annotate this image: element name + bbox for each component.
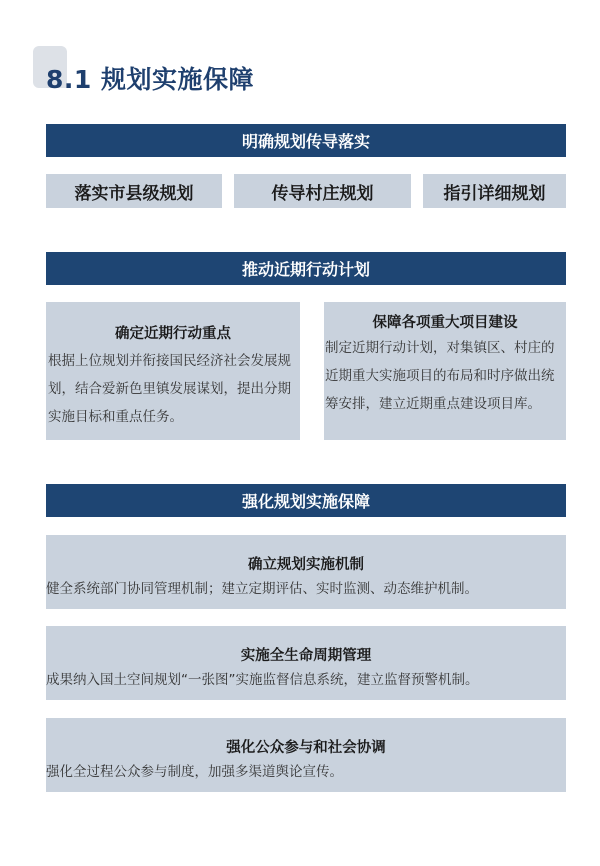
row-lifecycle	[46, 626, 566, 700]
card-body: 根据上位规划并衔接国民经济社会发展规划，结合爱新色里镇发展谋划，提出分期实施目标和重点任务。	[48, 353, 291, 425]
card-major-projects	[324, 302, 566, 440]
chip-county-plan: 落实市县级规划	[46, 174, 222, 208]
section-header-transmission: 明确规划传导落实	[46, 124, 566, 157]
row-title: 确立规划实施机制	[248, 557, 364, 573]
chip-detailed-plan: 指引详细规划	[423, 174, 566, 208]
row-body: 成果纳入国土空间规划“一张图”实施监督信息系统，建立监督预警机制。	[46, 672, 479, 688]
row-mechanism	[46, 535, 566, 609]
card-body: 制定近期行动计划，对集镇区、村庄的近期重大实施项目的布局和时序做出统筹安排，建立近期重点建设项目库。	[325, 340, 555, 412]
chip-village-plan: 传导村庄规划	[234, 174, 411, 208]
section-header-action-plan: 推动近期行动计划	[46, 252, 566, 285]
section-header-implementation: 强化规划实施保障	[46, 484, 566, 517]
page-title: 8.1 规划实施保障	[46, 65, 254, 94]
card-title: 保障各项重大项目建设	[372, 315, 518, 331]
card-title: 确定近期行动重点	[115, 326, 231, 342]
row-title: 强化公众参与和社会协调	[226, 740, 386, 756]
row-public-participation	[46, 718, 566, 792]
row-title: 实施全生命周期管理	[240, 648, 372, 664]
card-action-focus	[46, 302, 300, 440]
row-body: 强化全过程公众参与制度，加强多渠道舆论宣传。	[46, 764, 343, 780]
row-body: 健全系统部门协同管理机制；建立定期评估、实时监测、动态维护机制。	[46, 581, 478, 597]
